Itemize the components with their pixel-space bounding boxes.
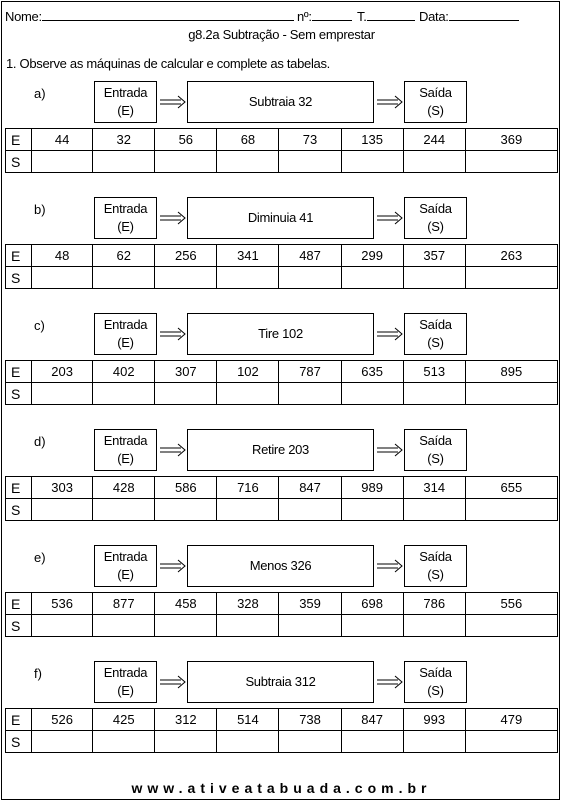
answer-cell[interactable] [403,383,465,405]
entry-cell: 786 [403,593,465,615]
arrow-right-icon [159,674,187,690]
number-blank[interactable] [312,8,352,21]
arrow-right-icon [159,442,187,458]
output-box [404,81,467,123]
output-box [404,661,467,703]
entry-cell: 359 [279,593,341,615]
entry-cell: 526 [32,709,93,731]
class-blank[interactable] [367,8,415,21]
row-label-s: S [6,151,32,173]
answer-cell[interactable] [279,731,341,753]
operation-box [187,313,374,355]
arrow-right-icon [376,94,404,110]
answer-cell[interactable] [279,151,341,173]
answer-cell[interactable] [155,151,217,173]
entry-cell: 479 [465,709,557,731]
entry-cell: 993 [403,709,465,731]
entry-cell: 263 [465,245,557,267]
operation-label: Subtraia 312 [245,674,316,689]
answer-cell[interactable] [155,383,217,405]
output-label: Saída [419,433,452,448]
operation-box [187,429,374,471]
answer-cell[interactable] [403,615,465,637]
section-label: c) [34,318,45,333]
input-label: Entrada [103,317,148,332]
entry-cell: 895 [465,361,557,383]
input-label: Entrada [103,85,148,100]
entry-cell: 341 [217,245,279,267]
row-label-s: S [6,267,32,289]
answer-cell[interactable] [93,615,155,637]
operation-label: Menos 326 [249,558,312,573]
output-box [404,545,467,587]
exercise-section [0,197,563,313]
table-row [6,151,558,173]
section-label: a) [34,86,46,101]
table-row [6,499,558,521]
input-label: Entrada [103,549,148,564]
footer-website: www.ativeatabuada.com.br [131,780,432,796]
answer-cell[interactable] [155,499,217,521]
arrow-right-icon [376,674,404,690]
answer-cell[interactable] [155,267,217,289]
entry-cell: 989 [341,477,403,499]
answer-cell[interactable] [341,499,403,521]
input-symbol: (E) [117,335,134,350]
input-box [94,197,157,239]
date-blank[interactable] [449,8,519,21]
operation-label: Subtraia 32 [248,94,313,109]
answer-cell[interactable] [403,731,465,753]
answer-cell[interactable] [93,499,155,521]
row-label-s: S [6,383,32,405]
input-symbol: (E) [117,567,134,582]
date-field[interactable] [419,8,519,24]
answer-cell[interactable] [93,267,155,289]
answer-cell[interactable] [465,731,557,753]
exercise-section [0,81,563,197]
entry-cell: 68 [217,129,279,151]
exercise-section [0,429,563,545]
arrow-right-icon [376,442,404,458]
entry-cell: 314 [403,477,465,499]
table-row [6,383,558,405]
output-box [404,429,467,471]
entry-cell: 32 [93,129,155,151]
table-row [6,361,558,383]
entry-cell: 244 [403,129,465,151]
answer-cell[interactable] [465,383,557,405]
table-row [6,477,558,499]
entry-cell: 62 [93,245,155,267]
arrow-right-icon [376,326,404,342]
name-blank[interactable] [42,8,294,21]
exercise-section [0,313,563,429]
entry-cell: 328 [217,593,279,615]
entry-cell: 102 [217,361,279,383]
input-box [94,545,157,587]
entry-cell: 487 [279,245,341,267]
table-row [6,267,558,289]
answer-cell[interactable] [217,267,279,289]
table-row [6,245,558,267]
number-field[interactable] [297,8,352,24]
entry-cell: 877 [93,593,155,615]
entry-cell: 738 [279,709,341,731]
class-label: T. [357,9,367,24]
section-label: f) [34,666,42,681]
output-symbol: (S) [427,683,444,698]
page-title: g8.2a Subtração - Sem emprestar [188,27,375,42]
answer-cell[interactable] [465,267,557,289]
operation-box [187,545,374,587]
entry-cell: 312 [155,709,217,731]
answer-cell[interactable] [217,383,279,405]
entry-cell: 513 [403,361,465,383]
answer-cell[interactable] [32,615,93,637]
answer-cell[interactable] [93,731,155,753]
io-table [5,360,558,405]
section-label: b) [34,202,46,217]
entry-cell: 698 [341,593,403,615]
entry-cell: 655 [465,477,557,499]
table-row [6,709,558,731]
row-label-e: E [6,245,32,267]
output-symbol: (S) [427,567,444,582]
entry-cell: 307 [155,361,217,383]
output-box [404,197,467,239]
answer-cell[interactable] [465,615,557,637]
arrow-right-icon [376,210,404,226]
arrow-right-icon [159,210,187,226]
answer-cell[interactable] [403,267,465,289]
entry-cell: 299 [341,245,403,267]
exercise-section [0,661,563,777]
answer-cell[interactable] [217,499,279,521]
entry-cell: 428 [93,477,155,499]
answer-cell[interactable] [217,615,279,637]
answer-cell[interactable] [341,731,403,753]
answer-cell[interactable] [32,267,93,289]
answer-cell[interactable] [279,499,341,521]
output-label: Saída [419,201,452,216]
output-symbol: (S) [427,335,444,350]
operation-label: Diminuia 41 [247,210,314,225]
input-symbol: (E) [117,683,134,698]
answer-cell[interactable] [465,151,557,173]
name-label: Nome: [5,9,42,24]
answer-cell[interactable] [93,383,155,405]
table-row [6,731,558,753]
entry-cell: 556 [465,593,557,615]
exercise-section [0,545,563,661]
entry-cell: 73 [279,129,341,151]
row-label-e: E [6,129,32,151]
table-row [6,615,558,637]
answer-cell[interactable] [32,151,93,173]
input-box [94,661,157,703]
io-table [5,128,558,173]
answer-cell[interactable] [279,267,341,289]
row-label-s: S [6,731,32,753]
io-table [5,476,558,521]
entry-cell: 203 [32,361,93,383]
answer-cell[interactable] [341,267,403,289]
operation-label: Tire 102 [258,326,303,341]
io-table [5,244,558,289]
arrow-right-icon [159,558,187,574]
row-label-e: E [6,361,32,383]
section-label: e) [34,550,46,565]
answer-cell[interactable] [217,151,279,173]
entry-cell: 303 [32,477,93,499]
entry-cell: 256 [155,245,217,267]
output-box [404,313,467,355]
number-label: nº: [297,9,312,24]
entry-cell: 357 [403,245,465,267]
input-label: Entrada [103,665,148,680]
answer-cell[interactable] [155,615,217,637]
answer-cell[interactable] [341,383,403,405]
section-label: d) [34,434,46,449]
row-label-e: E [6,477,32,499]
date-label: Data: [419,9,449,24]
answer-cell[interactable] [403,151,465,173]
output-symbol: (S) [427,451,444,466]
entry-cell: 514 [217,709,279,731]
row-label-s: S [6,499,32,521]
entry-cell: 56 [155,129,217,151]
instruction-text: 1. Observe as máquinas de calcular e complete as tabelas. [6,56,330,71]
output-label: Saída [419,549,452,564]
entry-cell: 716 [217,477,279,499]
output-label: Saída [419,317,452,332]
entry-cell: 847 [341,709,403,731]
input-label: Entrada [103,433,148,448]
operation-box [187,661,374,703]
input-symbol: (E) [117,451,134,466]
entry-cell: 458 [155,593,217,615]
table-row [6,593,558,615]
output-label: Saída [419,85,452,100]
answer-cell[interactable] [465,499,557,521]
entry-cell: 635 [341,361,403,383]
class-field[interactable] [357,8,415,24]
answer-cell[interactable] [32,499,93,521]
output-symbol: (S) [427,219,444,234]
row-label-e: E [6,709,32,731]
output-label: Saída [419,665,452,680]
input-label: Entrada [103,201,148,216]
io-table [5,592,558,637]
answer-cell[interactable] [403,499,465,521]
entry-cell: 536 [32,593,93,615]
input-symbol: (E) [117,103,134,118]
entry-cell: 48 [32,245,93,267]
entry-cell: 787 [279,361,341,383]
row-label-e: E [6,593,32,615]
answer-cell[interactable] [217,731,279,753]
io-table [5,708,558,753]
output-symbol: (S) [427,103,444,118]
answer-cell[interactable] [155,731,217,753]
entry-cell: 135 [341,129,403,151]
input-box [94,81,157,123]
entry-cell: 847 [279,477,341,499]
answer-cell[interactable] [32,731,93,753]
operation-label: Retire 203 [252,442,309,457]
input-box [94,429,157,471]
answer-cell[interactable] [279,615,341,637]
table-row [6,129,558,151]
entry-cell: 44 [32,129,93,151]
entry-cell: 402 [93,361,155,383]
operation-box [187,81,374,123]
answer-cell[interactable] [279,383,341,405]
entry-cell: 369 [465,129,557,151]
entry-cell: 586 [155,477,217,499]
answer-cell[interactable] [341,151,403,173]
input-box [94,313,157,355]
arrow-right-icon [159,94,187,110]
input-symbol: (E) [117,219,134,234]
answer-cell[interactable] [341,615,403,637]
arrow-right-icon [159,326,187,342]
operation-box [187,197,374,239]
answer-cell[interactable] [32,383,93,405]
answer-cell[interactable] [93,151,155,173]
name-field[interactable] [5,8,294,24]
row-label-s: S [6,615,32,637]
entry-cell: 425 [93,709,155,731]
arrow-right-icon [376,558,404,574]
